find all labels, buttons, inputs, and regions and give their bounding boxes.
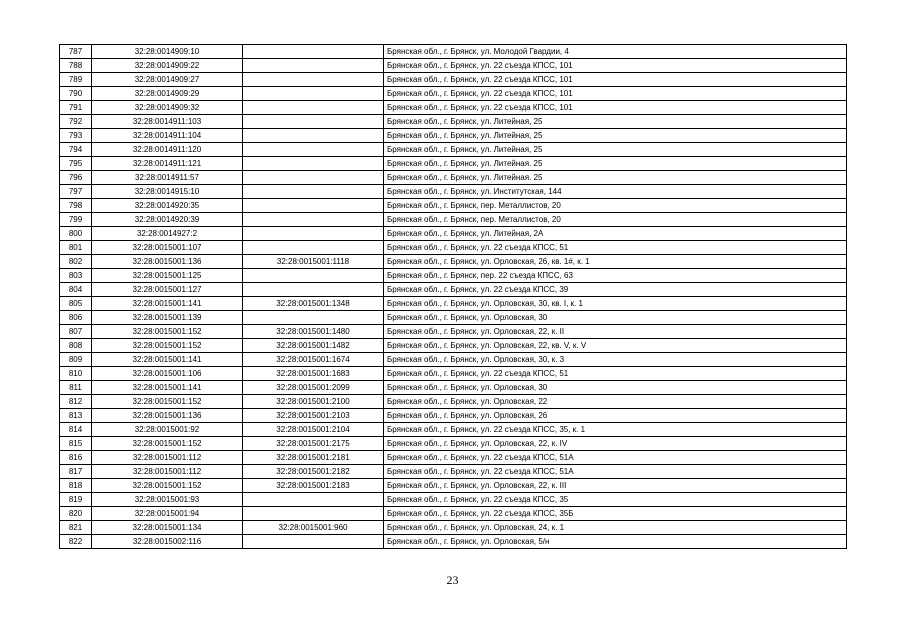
row-number-cell: 801 xyxy=(60,241,92,255)
row-number-cell: 803 xyxy=(60,269,92,283)
row-number-cell: 812 xyxy=(60,395,92,409)
row-number-cell: 807 xyxy=(60,325,92,339)
address-cell: Брянская обл., г. Брянск, ул. Орловская, 22, к. II xyxy=(384,325,847,339)
table-row xyxy=(60,339,847,353)
table-row xyxy=(60,59,847,73)
premises-cadastral-number-cell: 32:28:0015001:1118 xyxy=(243,255,384,269)
row-number-cell: 806 xyxy=(60,311,92,325)
cadastral-number-cell: 32:28:0014909:22 xyxy=(92,59,243,73)
row-number-cell: 810 xyxy=(60,367,92,381)
cadastral-number-cell: 32:28:0014911:104 xyxy=(92,129,243,143)
row-number-cell: 796 xyxy=(60,171,92,185)
premises-cadastral-number-cell xyxy=(243,171,384,185)
cadastral-number-cell: 32:28:0014909:29 xyxy=(92,87,243,101)
cadastral-number-cell: 32:28:0015001:152 xyxy=(92,325,243,339)
address-cell: Брянская обл., г. Брянск, ул. Институтская, 144 xyxy=(384,185,847,199)
address-cell: Брянская обл., г. Брянск, ул. 22 съезда КПСС, 35Б xyxy=(384,507,847,521)
premises-cadastral-number-cell: 32:28:0015001:1683 xyxy=(243,367,384,381)
premises-cadastral-number-cell: 32:28:0015001:2103 xyxy=(243,409,384,423)
address-cell: Брянская обл., г. Брянск, ул. Молодой Гвардии, 4 xyxy=(384,45,847,59)
premises-cadastral-number-cell xyxy=(243,157,384,171)
row-number-cell: 789 xyxy=(60,73,92,87)
cadastral-number-cell: 32:28:0015001:134 xyxy=(92,521,243,535)
premises-cadastral-number-cell: 32:28:0015001:2181 xyxy=(243,451,384,465)
address-cell: Брянская обл., г. Брянск, ул. Орловская, 26, кв. 1#, к. 1 xyxy=(384,255,847,269)
premises-cadastral-number-cell xyxy=(243,199,384,213)
premises-cadastral-number-cell xyxy=(243,87,384,101)
address-cell: Брянская обл., г. Брянск, ул. Орловская, 22, кв. V, к. V xyxy=(384,339,847,353)
address-cell: Брянская обл., г. Брянск, ул. Орловская, 26 xyxy=(384,409,847,423)
row-number-cell: 791 xyxy=(60,101,92,115)
row-number-cell: 792 xyxy=(60,115,92,129)
table-row xyxy=(60,185,847,199)
row-number-cell: 805 xyxy=(60,297,92,311)
cadastral-number-cell: 32:28:0015001:139 xyxy=(92,311,243,325)
row-number-cell: 804 xyxy=(60,283,92,297)
row-number-cell: 821 xyxy=(60,521,92,535)
table-row xyxy=(60,479,847,493)
address-cell: Брянская обл., г. Брянск, ул. Орловская, 5/н xyxy=(384,535,847,549)
cadastral-number-cell: 32:28:0015001:141 xyxy=(92,297,243,311)
premises-cadastral-number-cell: 32:28:0015001:1348 xyxy=(243,297,384,311)
cadastral-number-cell: 32:28:0015001:136 xyxy=(92,255,243,269)
row-number-cell: 820 xyxy=(60,507,92,521)
table-row xyxy=(60,101,847,115)
table-body xyxy=(60,45,847,549)
cadastral-number-cell: 32:28:0015001:152 xyxy=(92,339,243,353)
premises-cadastral-number-cell xyxy=(243,101,384,115)
premises-cadastral-number-cell: 32:28:0015001:1674 xyxy=(243,353,384,367)
address-cell: Брянская обл., г. Брянск, ул. Литейная. 25 xyxy=(384,157,847,171)
table-row xyxy=(60,241,847,255)
premises-cadastral-number-cell xyxy=(243,311,384,325)
property-table xyxy=(59,44,847,549)
cadastral-number-cell: 32:28:0015001:112 xyxy=(92,465,243,479)
address-cell: Брянская обл., г. Брянск, пер. Металлистов, 20 xyxy=(384,199,847,213)
address-cell: Брянская обл., г. Брянск, пер. 22 съезда КПСС, 63 xyxy=(384,269,847,283)
cadastral-number-cell: 32:28:0015001:127 xyxy=(92,283,243,297)
table-row xyxy=(60,325,847,339)
cadastral-number-cell: 32:28:0014927:2 xyxy=(92,227,243,241)
address-cell: Брянская обл., г. Брянск, ул. Орловская, 30 xyxy=(384,311,847,325)
table-row xyxy=(60,465,847,479)
address-cell: Брянская обл., г. Брянск, ул. Орловская, 30 xyxy=(384,381,847,395)
table-row xyxy=(60,73,847,87)
table-row xyxy=(60,199,847,213)
table-row xyxy=(60,521,847,535)
row-number-cell: 795 xyxy=(60,157,92,171)
table-row xyxy=(60,493,847,507)
address-cell: Брянская обл., г. Брянск, ул. 22 съезда КПСС, 101 xyxy=(384,59,847,73)
table-row xyxy=(60,535,847,549)
address-cell: Брянская обл., г. Брянск, ул. Литейная, 2А xyxy=(384,227,847,241)
table-row xyxy=(60,297,847,311)
row-number-cell: 818 xyxy=(60,479,92,493)
cadastral-number-cell: 32:28:0014909:10 xyxy=(92,45,243,59)
cadastral-number-cell: 32:28:0015001:141 xyxy=(92,353,243,367)
address-cell: Брянская обл., г. Брянск, ул. Орловская, 24, к. 1 xyxy=(384,521,847,535)
address-cell: Брянская обл., г. Брянск, ул. 22 съезда КПСС, 51А xyxy=(384,465,847,479)
premises-cadastral-number-cell xyxy=(243,129,384,143)
premises-cadastral-number-cell: 32:28:0015001:2099 xyxy=(243,381,384,395)
premises-cadastral-number-cell xyxy=(243,283,384,297)
address-cell: Брянская обл., г. Брянск, пер. Металлистов, 20 xyxy=(384,213,847,227)
cadastral-number-cell: 32:28:0014909:27 xyxy=(92,73,243,87)
cadastral-number-cell: 32:28:0015001:136 xyxy=(92,409,243,423)
table-row xyxy=(60,227,847,241)
premises-cadastral-number-cell xyxy=(243,73,384,87)
cadastral-number-cell: 32:28:0015001:112 xyxy=(92,451,243,465)
table-row xyxy=(60,129,847,143)
premises-cadastral-number-cell xyxy=(243,535,384,549)
premises-cadastral-number-cell xyxy=(243,507,384,521)
table-row xyxy=(60,437,847,451)
row-number-cell: 813 xyxy=(60,409,92,423)
cadastral-number-cell: 32:28:0015001:107 xyxy=(92,241,243,255)
cadastral-number-cell: 32:28:0014915:10 xyxy=(92,185,243,199)
premises-cadastral-number-cell: 32:28:0015001:1480 xyxy=(243,325,384,339)
premises-cadastral-number-cell xyxy=(243,227,384,241)
row-number-cell: 793 xyxy=(60,129,92,143)
cadastral-number-cell: 32:28:0015001:106 xyxy=(92,367,243,381)
premises-cadastral-number-cell xyxy=(243,269,384,283)
table-row xyxy=(60,157,847,171)
premises-cadastral-number-cell xyxy=(243,115,384,129)
row-number-cell: 808 xyxy=(60,339,92,353)
row-number-cell: 819 xyxy=(60,493,92,507)
row-number-cell: 790 xyxy=(60,87,92,101)
row-number-cell: 817 xyxy=(60,465,92,479)
premises-cadastral-number-cell: 32:28:0015001:960 xyxy=(243,521,384,535)
address-cell: Брянская обл., г. Брянск, ул. 22 съезда КПСС, 51А xyxy=(384,451,847,465)
cadastral-number-cell: 32:28:0014911:121 xyxy=(92,157,243,171)
table-row xyxy=(60,45,847,59)
row-number-cell: 811 xyxy=(60,381,92,395)
row-number-cell: 799 xyxy=(60,213,92,227)
address-cell: Брянская обл., г. Брянск, ул. 22 съезда КПСС, 101 xyxy=(384,87,847,101)
table-row xyxy=(60,213,847,227)
cadastral-number-cell: 32:28:0014920:39 xyxy=(92,213,243,227)
premises-cadastral-number-cell: 32:28:0015001:2182 xyxy=(243,465,384,479)
table-row xyxy=(60,381,847,395)
premises-cadastral-number-cell xyxy=(243,241,384,255)
row-number-cell: 787 xyxy=(60,45,92,59)
premises-cadastral-number-cell: 32:28:0015001:2104 xyxy=(243,423,384,437)
row-number-cell: 822 xyxy=(60,535,92,549)
row-number-cell: 794 xyxy=(60,143,92,157)
row-number-cell: 800 xyxy=(60,227,92,241)
address-cell: Брянская обл., г. Брянск, ул. Орловская, 30, к. 3 xyxy=(384,353,847,367)
address-cell: Брянская обл., г. Брянск, ул. Литейная. 25 xyxy=(384,171,847,185)
cadastral-number-cell: 32:28:0015001:141 xyxy=(92,381,243,395)
premises-cadastral-number-cell xyxy=(243,185,384,199)
address-cell: Брянская обл., г. Брянск, ул. Орловская, 30, кв. I, к. 1 xyxy=(384,297,847,311)
premises-cadastral-number-cell: 32:28:0015001:2175 xyxy=(243,437,384,451)
row-number-cell: 815 xyxy=(60,437,92,451)
table-row xyxy=(60,283,847,297)
address-cell: Брянская обл., г. Брянск, ул. Литейная, 25 xyxy=(384,143,847,157)
cadastral-number-cell: 32:28:0014909:32 xyxy=(92,101,243,115)
table-row xyxy=(60,423,847,437)
table-row xyxy=(60,87,847,101)
table-row xyxy=(60,269,847,283)
cadastral-number-cell: 32:28:0015001:152 xyxy=(92,437,243,451)
address-cell: Брянская обл., г. Брянск, ул. 22 съезда КПСС, 51 xyxy=(384,241,847,255)
premises-cadastral-number-cell: 32:28:0015001:2183 xyxy=(243,479,384,493)
address-cell: Брянская обл., г. Брянск, ул. 22 съезда КПСС, 51 xyxy=(384,367,847,381)
cadastral-number-cell: 32:28:0015001:92 xyxy=(92,423,243,437)
row-number-cell: 816 xyxy=(60,451,92,465)
table-row xyxy=(60,143,847,157)
address-cell: Брянская обл., г. Брянск, ул. 22 съезда КПСС, 35, к. 1 xyxy=(384,423,847,437)
cadastral-number-cell: 32:28:0014911:103 xyxy=(92,115,243,129)
premises-cadastral-number-cell: 32:28:0015001:2100 xyxy=(243,395,384,409)
premises-cadastral-number-cell xyxy=(243,143,384,157)
table-row xyxy=(60,311,847,325)
table-row xyxy=(60,409,847,423)
row-number-cell: 797 xyxy=(60,185,92,199)
cadastral-number-cell: 32:28:0015001:94 xyxy=(92,507,243,521)
row-number-cell: 814 xyxy=(60,423,92,437)
table-row xyxy=(60,367,847,381)
table-row xyxy=(60,395,847,409)
table-row xyxy=(60,507,847,521)
premises-cadastral-number-cell: 32:28:0015001:1482 xyxy=(243,339,384,353)
premises-cadastral-number-cell xyxy=(243,493,384,507)
premises-cadastral-number-cell xyxy=(243,45,384,59)
cadastral-number-cell: 32:28:0014911:120 xyxy=(92,143,243,157)
address-cell: Брянская обл., г. Брянск, ул. Орловская, 22 xyxy=(384,395,847,409)
address-cell: Брянская обл., г. Брянск, ул. 22 съезда КПСС, 101 xyxy=(384,101,847,115)
premises-cadastral-number-cell xyxy=(243,59,384,73)
address-cell: Брянская обл., г. Брянск, ул. 22 съезда КПСС, 35 xyxy=(384,493,847,507)
address-cell: Брянская обл., г. Брянск, ул. Литейная, 25 xyxy=(384,115,847,129)
page-number: 23 xyxy=(446,573,459,587)
address-cell: Брянская обл., г. Брянск, ул. Орловская, 22, к. III xyxy=(384,479,847,493)
address-cell: Брянская обл., г. Брянск, ул. 22 съезда КПСС, 101 xyxy=(384,73,847,87)
cadastral-number-cell: 32:28:0014911:57 xyxy=(92,171,243,185)
row-number-cell: 798 xyxy=(60,199,92,213)
row-number-cell: 809 xyxy=(60,353,92,367)
address-cell: Брянская обл., г. Брянск, ул. Орловская, 22, к. IV xyxy=(384,437,847,451)
row-number-cell: 802 xyxy=(60,255,92,269)
cadastral-number-cell: 32:28:0015001:152 xyxy=(92,479,243,493)
cadastral-number-cell: 32:28:0015001:125 xyxy=(92,269,243,283)
table-row xyxy=(60,255,847,269)
cadastral-number-cell: 32:28:0015002:116 xyxy=(92,535,243,549)
premises-cadastral-number-cell xyxy=(243,213,384,227)
table-row xyxy=(60,353,847,367)
address-cell: Брянская обл., г. Брянск, ул. 22 съезда КПСС, 39 xyxy=(384,283,847,297)
row-number-cell: 788 xyxy=(60,59,92,73)
table-row xyxy=(60,115,847,129)
table-row xyxy=(60,451,847,465)
cadastral-number-cell: 32:28:0014920:35 xyxy=(92,199,243,213)
address-cell: Брянская обл., г. Брянск, ул. Литейная, 25 xyxy=(384,129,847,143)
cadastral-number-cell: 32:28:0015001:93 xyxy=(92,493,243,507)
table-row xyxy=(60,171,847,185)
cadastral-number-cell: 32:28:0015001:152 xyxy=(92,395,243,409)
